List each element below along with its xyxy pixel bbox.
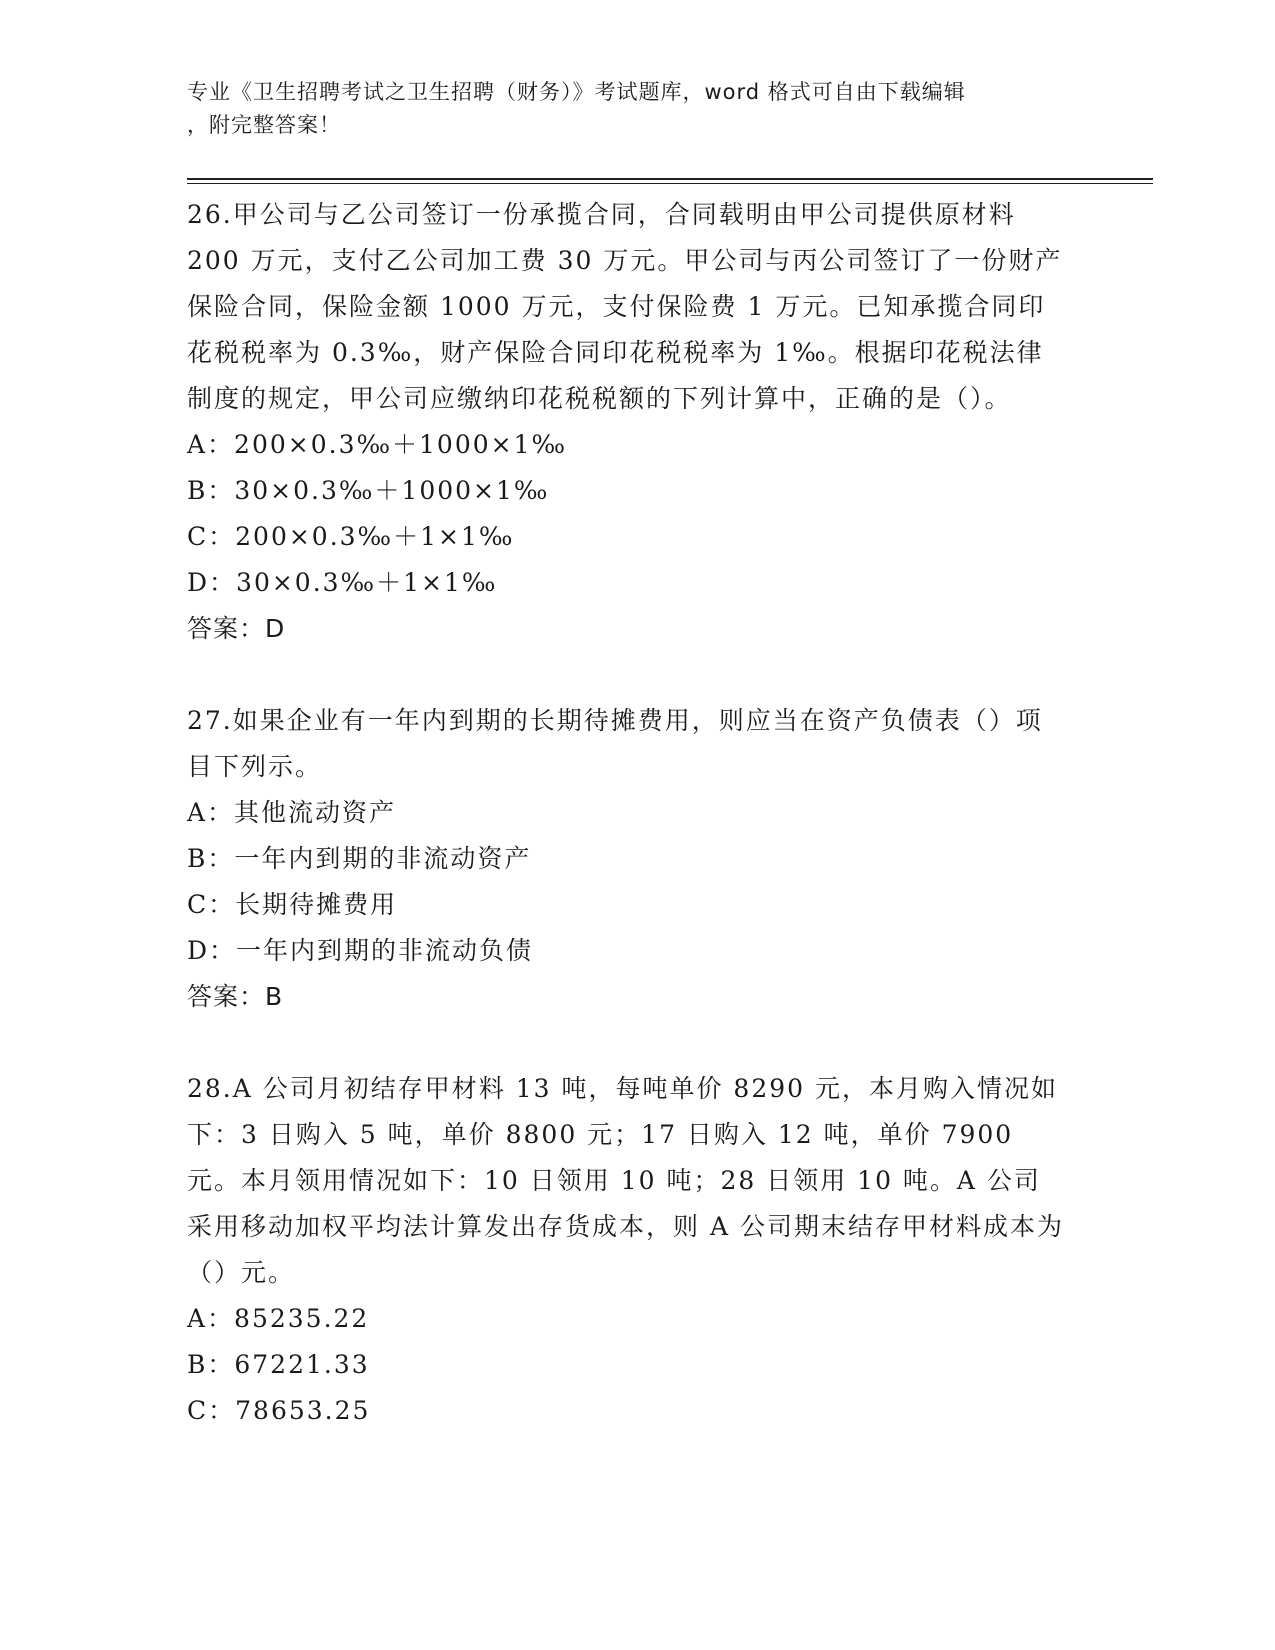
option-a: A：85235.22 (187, 1304, 370, 1333)
question-28 (187, 1066, 1087, 1434)
question-stem: 28.A 公司月初结存甲材料 13 吨，每吨单价 8290 元，本月购入情况如下：3 日购入 5 吨，单价 8800 元；17 日购入 12 吨，单价 7900 元。本月领用情况如下：10 日领用 10 吨；28 日领用 10 吨。A 公司采用移动加权平均法计算发出存货成本，则 A 公司期末结存甲材料成本为（）元。 (187, 1074, 1064, 1287)
question-27 (187, 698, 1087, 1020)
header-line-1: 专业《卫生招聘考试之卫生招聘（财务）》考试题库，word 格式可自由下载编辑 (187, 80, 966, 104)
option-c: C：200×0.3‰＋1×1‰ (187, 522, 515, 551)
option-d: D：30×0.3‰＋1×1‰ (187, 568, 498, 597)
option-a: A：其他流动资产 (187, 798, 397, 827)
question-26 (187, 192, 1087, 652)
question-list (187, 192, 1087, 1480)
option-d: D：一年内到期的非流动负债 (187, 936, 534, 965)
option-c: C：78653.25 (187, 1396, 371, 1425)
question-stem: 27.如果企业有一年内到期的长期待摊费用，则应当在资产负债表（）项目下列示。 (187, 706, 1043, 781)
question-stem: 26.甲公司与乙公司签订一份承揽合同，合同载明由甲公司提供原材料200 万元，支付乙公司加工费 30 万元。甲公司与丙公司签订了一份财产保险合同，保险金额 1000 万元，支付保险费 1 万元。已知承揽合同印花税税率为 0.3‰，财产保险合同印花税税率为 1‰。根据印花税法律制度的规定，甲公司应缴纳印花税税额的下列计算中，正确的是（）。 (187, 200, 1063, 413)
option-b: B：一年内到期的非流动资产 (187, 844, 532, 873)
page-header (187, 76, 1067, 142)
option-c: C：长期待摊费用 (187, 890, 398, 919)
option-b: B：30×0.3‰＋1000×1‰ (187, 476, 550, 505)
answer-label: 答案：D (187, 614, 286, 643)
option-b: B：67221.33 (187, 1350, 370, 1379)
header-divider-thin (187, 183, 1153, 184)
answer-label: 答案：B (187, 982, 284, 1011)
option-a: A：200×0.3‰＋1000×1‰ (187, 430, 568, 459)
header-line-2: ，附完整答案！ (187, 113, 341, 137)
header-divider-thick (187, 178, 1153, 180)
